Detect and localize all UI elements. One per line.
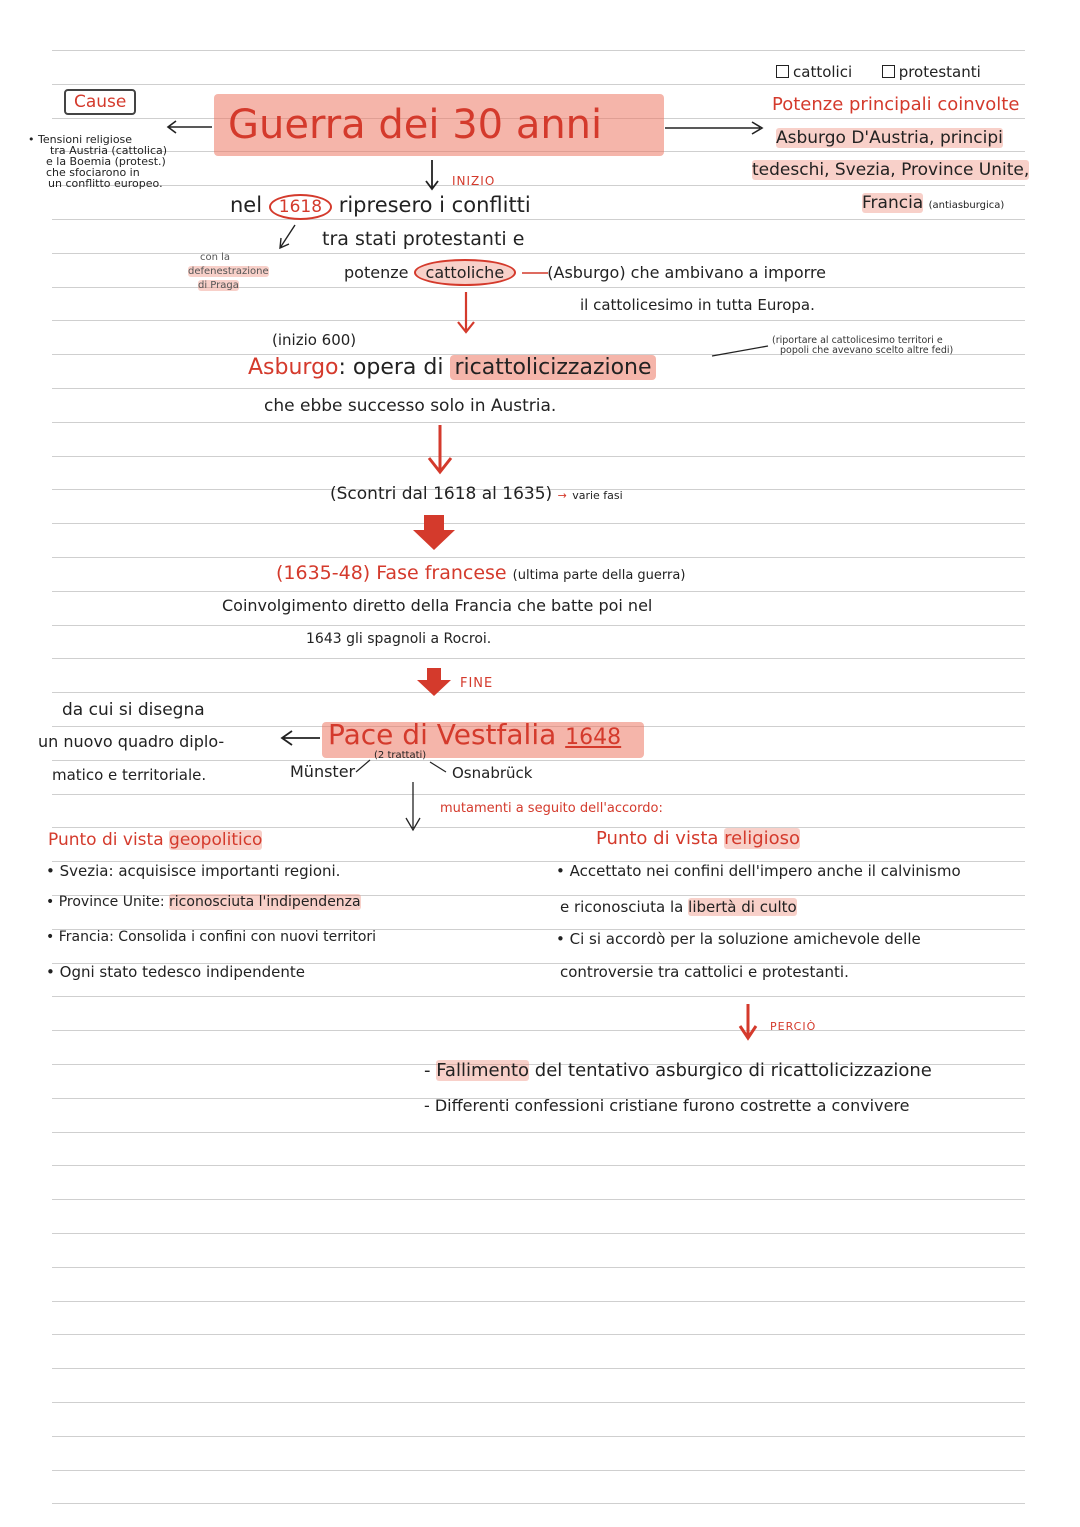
cause-line: un conflitto europeo. xyxy=(48,177,163,190)
cause-label: Cause xyxy=(64,89,136,115)
rel-b2-line-2: controversie tra cattolici e protestanti. xyxy=(560,963,849,981)
legend-cattolici: cattolici xyxy=(793,63,853,81)
potenze-arrow-icon xyxy=(665,122,762,134)
potenze-text: Asburgo D'Austria, principi xyxy=(776,128,1003,148)
geo-item-lead: Francia: xyxy=(58,929,114,945)
geo-item-rest: acquisisce importanti regioni. xyxy=(118,862,341,880)
pace-title: Pace di Vestfalia xyxy=(328,718,557,751)
cause-line: tra Austria (cattolica) xyxy=(50,144,168,157)
geo-item-rest: riconosciuta l'indipendenza xyxy=(169,894,361,910)
potenze-francia: Francia xyxy=(862,193,924,213)
down-arrow-2-icon xyxy=(413,515,455,550)
cattoliche-arrow-icon xyxy=(458,292,474,332)
rel-b2-line-1: • Ci si accordò per la soluzione amichevole delle xyxy=(556,930,921,948)
geo-heading-b: geopolitico xyxy=(169,830,263,850)
fase-title: (1635-48) Fase francese xyxy=(276,562,507,584)
cause-text xyxy=(28,134,167,189)
defenestrazione-arrow-icon xyxy=(280,225,295,248)
cause-line: che sfociarono in xyxy=(46,166,140,179)
geo-item-lead: Svezia: xyxy=(59,862,114,880)
mutamenti: mutamenti a seguito dell'accordo: xyxy=(440,801,663,816)
inizio-arrow-icon xyxy=(426,160,438,189)
rel-heading xyxy=(596,828,800,849)
pace-left-arrow-icon xyxy=(282,731,320,745)
defenestrazione-line: di Praga xyxy=(198,280,239,291)
potenze-text: tedeschi, Svezia, Province Unite, xyxy=(752,160,1030,180)
down-arrow-1-icon xyxy=(429,425,451,472)
geo-heading-a: Punto di vista xyxy=(48,830,164,850)
geo-item-3: • Francia: Consolida i confini con nuovi territori xyxy=(46,929,377,945)
potenze-note: (antiasburgica) xyxy=(928,200,1005,211)
fase-line-1 xyxy=(276,562,685,584)
scontri-text: (Scontri dal 1618 al 1635) xyxy=(330,484,553,504)
rel-heading-a: Punto di vista xyxy=(596,828,719,849)
geo-item-4: • Ogni stato tedesco indipendente xyxy=(46,963,305,981)
inizio-600: (inizio 600) xyxy=(272,331,357,349)
inizio-line-4: il cattolicesimo in tutta Europa. xyxy=(580,296,815,314)
year-1618: 1618 xyxy=(269,194,332,220)
rel-text: Accettato nei confini dell'impero anche il calvinismo xyxy=(569,862,961,880)
pace-left-3: matico e territoriale. xyxy=(52,766,207,784)
cause-arrow-icon xyxy=(168,121,212,133)
asburgo-line-1 xyxy=(248,355,656,380)
ricattolicizzazione: ricattolicizzazione xyxy=(450,355,655,380)
inizio-line-1 xyxy=(230,193,531,217)
scontri-fasi: varie fasi xyxy=(572,489,623,502)
osnabruck: Osnabrück xyxy=(452,764,533,782)
fase-note: (ultima parte della guerra) xyxy=(512,568,686,583)
text-cattoliche: cattoliche xyxy=(414,259,517,286)
munster: Münster xyxy=(290,762,356,781)
percio-label: PERCIÒ xyxy=(770,1020,817,1033)
text-ripresero: ripresero i conflitti xyxy=(338,193,531,217)
potenze-line-1 xyxy=(776,128,1003,148)
note-line: (riportare al cattolicesimo territori e xyxy=(772,335,943,346)
geo-item-lead: Province Unite: xyxy=(58,894,165,910)
potenze-heading: Potenze principali coinvolte xyxy=(772,94,1020,115)
geo-heading xyxy=(48,830,262,850)
defenestrazione-line: con la xyxy=(200,252,231,263)
fine-arrow-icon xyxy=(417,668,451,696)
trattati: (2 trattati) xyxy=(374,750,427,761)
pace-title-line xyxy=(328,718,621,751)
inizio-line-2: tra stati protestanti e xyxy=(322,228,525,250)
text-nel: nel xyxy=(230,193,263,217)
geo-item-rest: Consolida i confini con nuovi territori xyxy=(118,929,377,945)
defenestrazione-note xyxy=(188,251,269,293)
conclusion-line-2: - Differenti confessioni cristiane furono costrette a convivere xyxy=(424,1096,910,1115)
bullet-icon: • xyxy=(28,133,35,146)
conclusion-text: del tentativo asburgico di ricattolicizzazione xyxy=(534,1060,932,1081)
mutamenti-arrow-icon xyxy=(406,782,420,830)
cause-line: Tensioni religiose xyxy=(38,133,133,146)
inizio-line-3 xyxy=(344,263,826,282)
fine-label: FINE xyxy=(460,676,494,691)
rel-heading-b: religioso xyxy=(724,828,801,849)
checkbox-icon xyxy=(882,65,895,78)
page-title: Guerra dei 30 anni xyxy=(228,102,603,148)
percio-arrow-icon xyxy=(740,1004,756,1038)
rel-text: e riconosciuta la xyxy=(560,898,684,916)
geo-item-1: • Svezia: acquisisce importanti regioni. xyxy=(46,862,341,880)
cause-line: e la Boemia (protest.) xyxy=(46,155,166,168)
text-potenze: potenze xyxy=(344,263,409,282)
pace-year: 1648 xyxy=(565,725,622,750)
pace-left-1: da cui si disegna xyxy=(62,700,205,720)
legend xyxy=(776,63,981,81)
pace-left-2: un nuovo quadro diplo- xyxy=(38,732,225,751)
geo-item-rest: Ogni stato tedesco indipendente xyxy=(59,963,305,981)
note-line: popoli che avevano scelto altre fedi) xyxy=(780,345,954,356)
conclusion-line-1: - Fallimento del tentativo asburgico di ricattolicizzazione xyxy=(424,1060,932,1081)
fallimento: Fallimento xyxy=(436,1060,530,1081)
fase-line-2: Coinvolgimento diretto della Francia che batte poi nel xyxy=(222,596,653,615)
checkbox-icon xyxy=(776,65,789,78)
geo-item-2: • Province Unite: riconosciuta l'indipendenza xyxy=(46,894,361,910)
rel-b1-line-2 xyxy=(560,898,797,916)
asburgo-line-2: che ebbe successo solo in Austria. xyxy=(264,396,557,416)
note-arrow-icon xyxy=(712,346,768,356)
liberta-di-culto: libertà di culto xyxy=(688,898,797,916)
rel-b1-line-1: • Accettato nei confini dell'impero anche il calvinismo xyxy=(556,862,961,880)
fase-line-3: 1643 gli spagnoli a Rocroi. xyxy=(306,631,492,647)
defenestrazione-line: defenestrazione xyxy=(188,266,269,277)
potenze-line-3 xyxy=(862,193,1004,213)
ricattolicizzazione-note xyxy=(772,336,953,356)
asburgo-name: Asburgo xyxy=(248,355,339,380)
rel-text: Ci si accordò per la soluzione amichevole delle xyxy=(569,930,921,948)
trattati-brace-icon xyxy=(356,760,446,772)
legend-protestanti: protestanti xyxy=(898,63,981,81)
scontri: (Scontri dal 1618 al 1635) → varie fasi xyxy=(330,484,623,504)
inizio-label: INIZIO xyxy=(452,174,496,188)
potenze-line-2 xyxy=(752,160,1029,180)
text-asburgo-ambivano: (Asburgo) che ambivano a imporre xyxy=(547,263,827,282)
asburgo-opera: : opera di xyxy=(338,355,444,380)
